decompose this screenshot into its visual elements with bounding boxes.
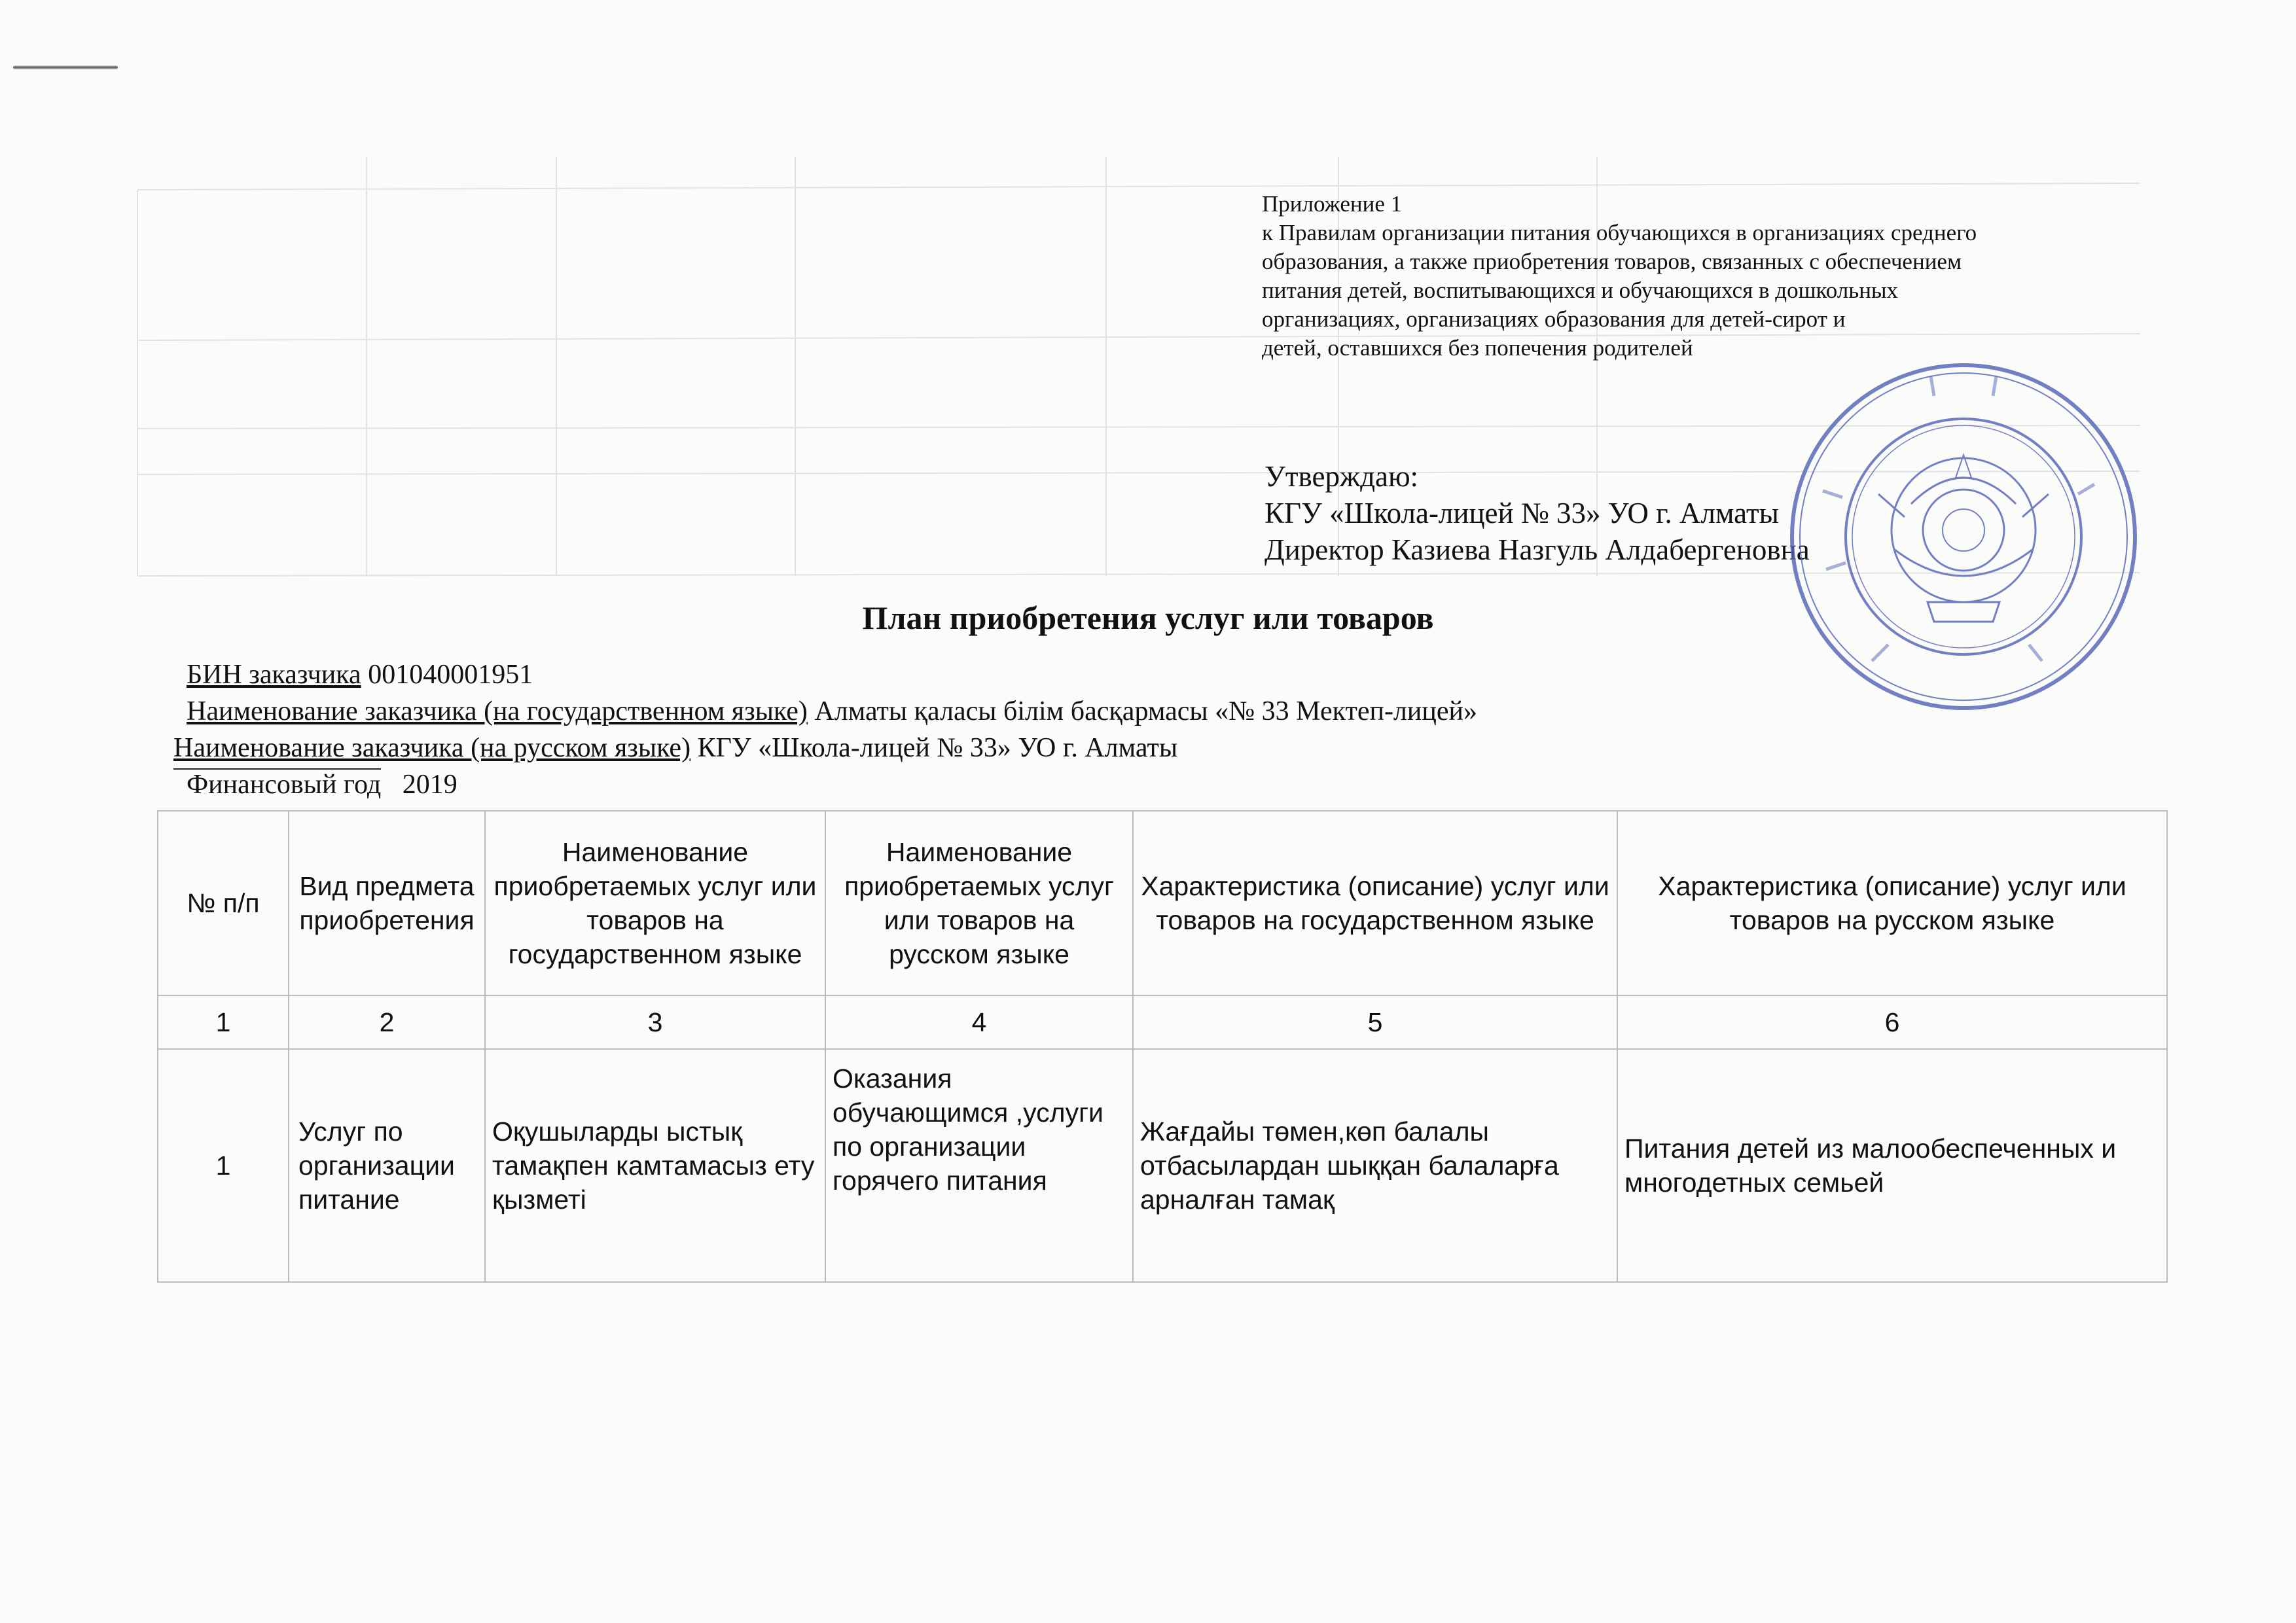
customer-name-ru-row [173, 730, 1477, 766]
fiscal-year-value: 2019 [402, 770, 457, 800]
item-description-ru: Питания детей из малообеспеченных и многодетных семьей [1617, 1049, 2167, 1282]
customer-name-ru-value: КГУ «Школа-лицей № 33» УО г. Алматы [697, 733, 1178, 763]
annex-line: образования, а также приобретения товаров, связанных с обеспечением [1262, 249, 1962, 274]
table-row [158, 1049, 2167, 1282]
column-number: 4 [825, 995, 1133, 1049]
annex-line: организациях, организациях образования для детей-сирот и [1262, 306, 1846, 332]
fiscal-year-label: Финансовый год [173, 768, 381, 800]
fiscal-year-row [173, 766, 1477, 803]
page-title: План приобретения услуг или товаров [862, 599, 1434, 636]
row-number: 1 [158, 1049, 289, 1282]
customer-info [173, 656, 1477, 803]
approval-organization: КГУ «Школа-лицей № 33» УО г. Алматы [1265, 497, 1779, 529]
customer-name-ru-label: Наименование заказчика (на русском языке) [173, 733, 691, 763]
procurement-type: Услуг по организации питание [289, 1049, 485, 1282]
staple-mark [13, 65, 118, 69]
column-number: 1 [158, 995, 289, 1049]
annex-line: Приложение 1 [1262, 191, 1403, 217]
item-name-state: Оқушыларды ыстық тамақпен камтамасыз ету қызметі [485, 1049, 825, 1282]
official-seal-icon [1780, 353, 2147, 720]
column-number-row [158, 995, 2167, 1049]
bin-value: 001040001951 [368, 660, 533, 690]
header-cell: Характеристика (описание) услуг или товаров на русском языке [1617, 811, 2167, 995]
column-number: 2 [289, 995, 485, 1049]
header-cell: Наименование приобретаемых услуг или товаров на русском языке [825, 811, 1133, 995]
item-name-ru: Оказания обучающимся ,услуги по организации горячего питания [825, 1049, 1133, 1282]
annex-line: питания детей, воспитывающихся и обучающихся в дошкольных [1262, 277, 1898, 303]
bin-row [187, 656, 1477, 693]
customer-name-state-value: Алматы қаласы білім басқармасы «№ 33 Мектеп-лицей» [814, 696, 1477, 726]
annex-note [1262, 190, 2145, 363]
column-number: 3 [485, 995, 825, 1049]
table-header-row [158, 811, 2167, 995]
bin-label: БИН заказчика [187, 660, 361, 690]
customer-name-state-label: Наименование заказчика (на государственном языке) [187, 696, 808, 726]
annex-line: к Правилам организации питания обучающихся в организациях среднего [1262, 220, 1977, 245]
annex-line: детей, оставшихся без попечения родителей [1262, 335, 1693, 361]
item-description-state: Жағдайы төмен,көп балалы отбасылардан шыққан балаларға арналған тамақ [1133, 1049, 1617, 1282]
approval-director: Директор Казиева Назгуль Алдабергеновна [1265, 533, 1810, 566]
procurement-plan-table [157, 810, 2168, 1283]
header-cell: Характеристика (описание) услуг или товаров на государственном языке [1133, 811, 1617, 995]
header-cell: № п/п [158, 811, 289, 995]
header-cell: Вид предмета приобретения [289, 811, 485, 995]
column-number: 6 [1617, 995, 2167, 1049]
approval-heading: Утверждаю: [1265, 460, 1419, 493]
header-cell: Наименование приобретаемых услуг или товаров на государственном языке [485, 811, 825, 995]
column-number: 5 [1133, 995, 1617, 1049]
customer-name-state-row [187, 693, 1477, 730]
